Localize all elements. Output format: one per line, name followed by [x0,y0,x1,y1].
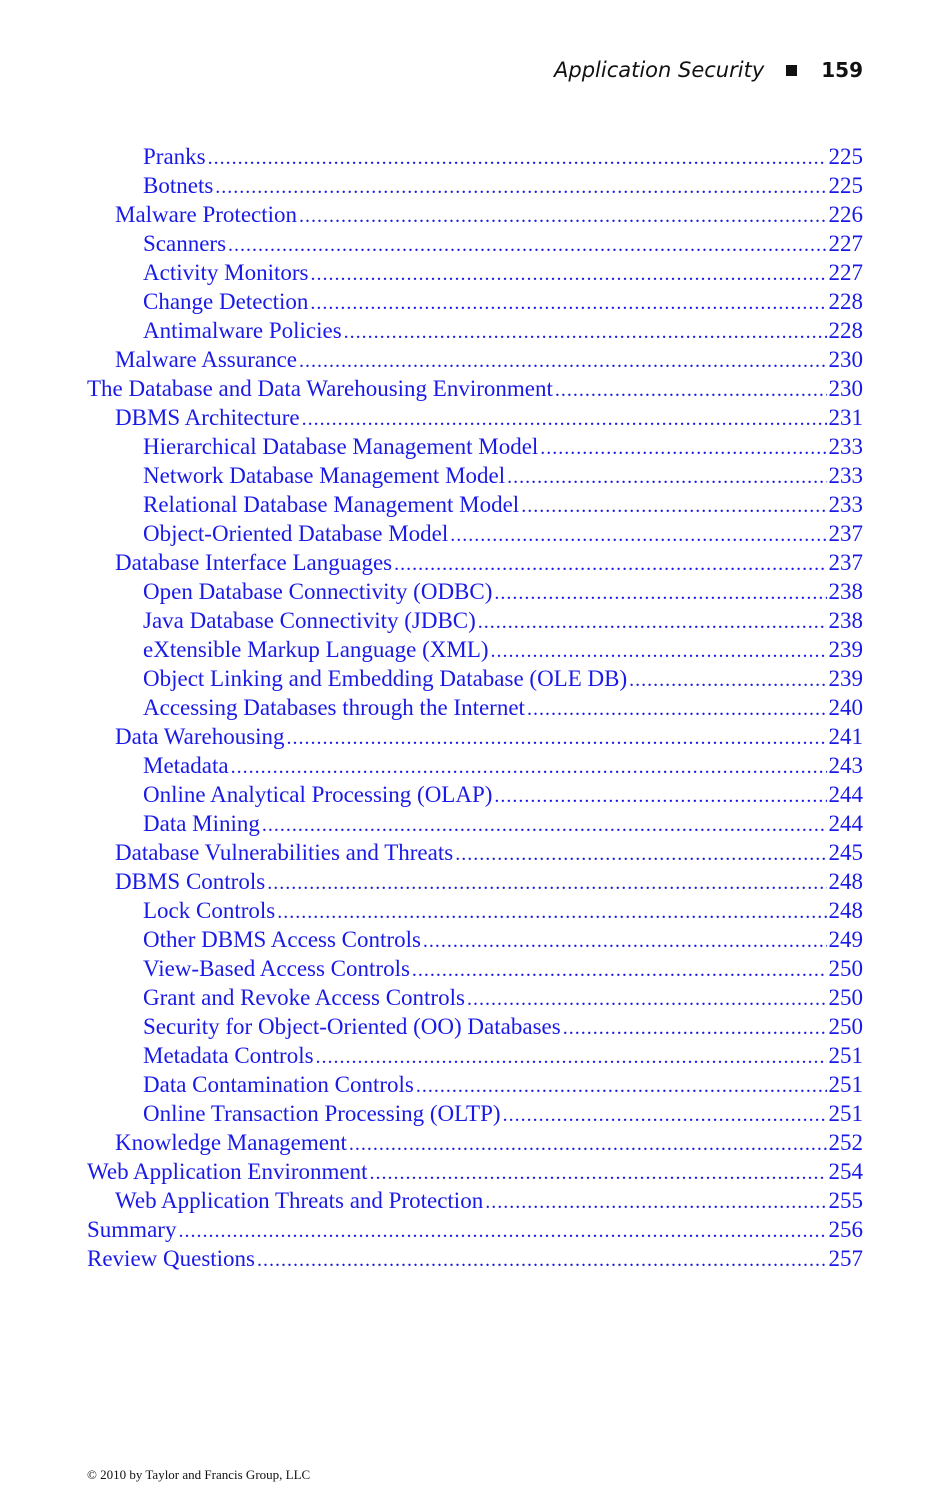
dot-leader [629,666,826,695]
toc-entry[interactable] [87,867,863,896]
toc-entry-label[interactable]: Metadata [143,753,229,778]
toc-entry-label[interactable]: Knowledge Management [115,1130,347,1155]
toc-entry-page[interactable]: 228 [828,318,863,343]
toc-entry[interactable] [87,780,863,809]
toc-entry[interactable] [87,838,863,867]
toc-entry-page[interactable]: 256 [828,1217,863,1242]
dot-leader [527,695,827,724]
page-number: 159 [821,58,863,82]
toc-entry-label[interactable]: The Database and Data Warehousing Environment [87,376,553,401]
toc-entry-page[interactable]: 230 [828,376,863,401]
dot-leader [416,1072,827,1101]
toc-entry-label[interactable]: Hierarchical Database Management Model [143,434,539,459]
toc-entry[interactable] [87,490,863,519]
toc-entry-label[interactable]: Summary [87,1217,177,1242]
toc-entry-page[interactable]: 231 [828,405,863,430]
toc-entry-page[interactable]: 225 [828,144,863,169]
toc-entry[interactable] [87,983,863,1012]
toc-entry-label[interactable]: Web Application Environment [87,1159,368,1184]
toc-entry[interactable] [87,374,863,403]
toc-entry-label[interactable]: Relational Database Management Model [143,492,520,517]
toc-entry-page[interactable]: 228 [828,289,863,314]
toc-entry-page[interactable]: 248 [828,898,863,923]
toc-entry-page[interactable]: 239 [828,666,863,691]
toc-entry[interactable] [87,1244,863,1273]
dot-leader [555,376,827,405]
toc-entry[interactable] [87,1186,863,1215]
toc-entry[interactable] [87,142,863,171]
dot-leader [231,753,827,782]
table-of-contents [87,142,863,1273]
toc-entry[interactable] [87,925,863,954]
toc-entry[interactable] [87,635,863,664]
toc-entry[interactable] [87,606,863,635]
toc-entry-page[interactable]: 251 [828,1072,863,1097]
toc-entry[interactable] [87,432,863,461]
toc-entry-label[interactable]: Malware Protection [115,202,298,227]
toc-entry-label[interactable]: View-Based Access Controls [143,956,410,981]
running-title: Application Security [554,58,765,82]
toc-entry-page[interactable]: 251 [828,1043,863,1068]
toc-entry-label[interactable]: Malware Assurance [115,347,298,372]
toc-entry[interactable] [87,403,863,432]
toc-entry[interactable] [87,461,863,490]
dot-leader [267,869,826,898]
toc-entry[interactable] [87,229,863,258]
toc-entry-label[interactable]: Scanners [143,231,227,256]
toc-entry-page[interactable]: 241 [828,724,863,749]
toc-entry-page[interactable]: 238 [828,579,863,604]
copyright-notice: © 2010 by Taylor and Francis Group, LLC [87,1467,311,1482]
toc-entry[interactable] [87,1070,863,1099]
toc-entry-page[interactable]: 240 [828,695,863,720]
toc-entry-page[interactable]: 227 [828,260,863,285]
toc-entry-page[interactable]: 227 [828,231,863,256]
dot-leader [302,405,827,434]
toc-entry[interactable] [87,1099,863,1128]
toc-entry-page[interactable]: 251 [828,1101,863,1126]
dot-leader [478,608,827,637]
toc-entry[interactable] [87,954,863,983]
toc-entry-label[interactable]: Network Database Management Model [143,463,506,488]
toc-entry-label[interactable]: Java Database Connectivity (JDBC) [143,608,476,633]
dot-leader [455,840,826,869]
dot-leader [316,1043,827,1072]
toc-entry-page[interactable]: 239 [828,637,863,662]
toc-entry[interactable] [87,1215,863,1244]
toc-entry[interactable] [87,258,863,287]
dot-leader [467,985,827,1014]
dot-leader [262,811,827,840]
dot-leader [507,463,826,492]
dot-leader [257,1246,826,1275]
toc-entry[interactable] [87,1157,863,1186]
toc-entry[interactable] [87,287,863,316]
toc-entry-label[interactable]: Online Transaction Processing (OLTP) [143,1101,501,1126]
running-header [554,58,863,82]
toc-entry-label[interactable]: Accessing Databases through the Internet [143,695,525,720]
toc-entry-label[interactable]: Open Database Connectivity (ODBC) [143,579,493,604]
toc-entry-page[interactable]: 233 [828,463,863,488]
dot-leader [277,898,826,927]
toc-entry-label[interactable]: Grant and Revoke Access Controls [143,985,465,1010]
dot-leader [423,927,827,956]
toc-entry-page[interactable]: 245 [828,840,863,865]
toc-entry-label[interactable]: Security for Object-Oriented (OO) Databases [143,1014,561,1039]
toc-entry[interactable] [87,722,863,751]
dot-leader [310,260,826,289]
toc-entry-label[interactable]: Object Linking and Embedding Database (OLE DB) [143,666,628,691]
toc-entry[interactable] [87,809,863,838]
toc-entry-label[interactable]: Pranks [143,144,206,169]
dot-leader [412,956,827,985]
toc-entry-label[interactable]: Activity Monitors [143,260,309,285]
dot-leader [494,579,826,608]
toc-entry-page[interactable]: 244 [828,782,863,807]
toc-entry[interactable] [87,1012,863,1041]
toc-entry-label[interactable]: Other DBMS Access Controls [143,927,421,952]
dot-leader [494,782,826,811]
toc-entry[interactable] [87,316,863,345]
toc-entry[interactable] [87,896,863,925]
toc-entry[interactable] [87,577,863,606]
toc-entry-page[interactable]: 237 [828,550,863,575]
toc-entry-page[interactable]: 230 [828,347,863,372]
dot-leader [349,1130,827,1159]
toc-entry-label[interactable]: Object-Oriented Database Model [143,521,449,546]
dot-leader [521,492,826,521]
toc-entry-page[interactable]: 233 [828,492,863,517]
toc-entry[interactable] [87,171,863,200]
toc-entry[interactable] [87,345,863,374]
toc-entry-page[interactable]: 250 [828,1014,863,1039]
toc-entry-label[interactable]: Change Detection [143,289,309,314]
toc-entry[interactable] [87,548,863,577]
dot-leader [394,550,826,579]
dot-leader [228,231,826,260]
dot-leader [563,1014,827,1043]
dot-leader [215,173,826,202]
dot-leader [287,724,827,753]
dot-leader [485,1188,826,1217]
toc-entry-label[interactable]: Database Interface Languages [115,550,393,575]
toc-entry-page[interactable]: 249 [828,927,863,952]
toc-entry-label[interactable]: Lock Controls [143,898,276,923]
toc-entry-label[interactable]: Antimalware Policies [143,318,342,343]
toc-entry-label[interactable]: Botnets [143,173,214,198]
toc-entry-label[interactable]: Review Questions [87,1246,256,1271]
dot-leader [503,1101,827,1130]
toc-entry-page[interactable]: 250 [828,956,863,981]
toc-entry[interactable] [87,751,863,780]
square-bullet-icon [786,65,797,76]
toc-entry-page[interactable]: 226 [828,202,863,227]
toc-entry-page[interactable]: 225 [828,173,863,198]
toc-entry[interactable] [87,693,863,722]
toc-entry-page[interactable]: 237 [828,521,863,546]
toc-entry[interactable] [87,200,863,229]
dot-leader [369,1159,826,1188]
toc-entry-page[interactable]: 255 [828,1188,863,1213]
toc-entry-label[interactable]: Online Analytical Processing (OLAP) [143,782,493,807]
toc-entry[interactable] [87,1041,863,1070]
toc-entry[interactable] [87,519,863,548]
dot-leader [344,318,827,347]
toc-entry-label[interactable]: Web Application Threats and Protection [115,1188,484,1213]
dot-leader [310,289,826,318]
dot-leader [299,202,826,231]
dot-leader [491,637,827,666]
toc-entry-label[interactable]: Metadata Controls [143,1043,314,1068]
toc-entry-label[interactable]: eXtensible Markup Language (XML) [143,637,489,662]
toc-entry-label[interactable]: Data Warehousing [115,724,285,749]
toc-entry-page[interactable]: 248 [828,869,863,894]
toc-entry-label[interactable]: Database Vulnerabilities and Threats [115,840,454,865]
toc-entry-label[interactable]: DBMS Controls [115,869,266,894]
dot-leader [540,434,826,463]
toc-entry-page[interactable]: 238 [828,608,863,633]
toc-entry-page[interactable]: 244 [828,811,863,836]
toc-entry-page[interactable]: 257 [828,1246,863,1271]
toc-entry-page[interactable]: 233 [828,434,863,459]
toc-entry-page[interactable]: 252 [828,1130,863,1155]
toc-entry-page[interactable]: 243 [828,753,863,778]
dot-leader [208,144,827,173]
toc-entry-label[interactable]: Data Contamination Controls [143,1072,414,1097]
dot-leader [178,1217,826,1246]
dot-leader [299,347,826,376]
toc-entry-page[interactable]: 254 [828,1159,863,1184]
dot-leader [450,521,826,550]
toc-entry-page[interactable]: 250 [828,985,863,1010]
toc-entry-label[interactable]: DBMS Architecture [115,405,300,430]
toc-entry[interactable] [87,1128,863,1157]
toc-entry-label[interactable]: Data Mining [143,811,260,836]
toc-entry[interactable] [87,664,863,693]
